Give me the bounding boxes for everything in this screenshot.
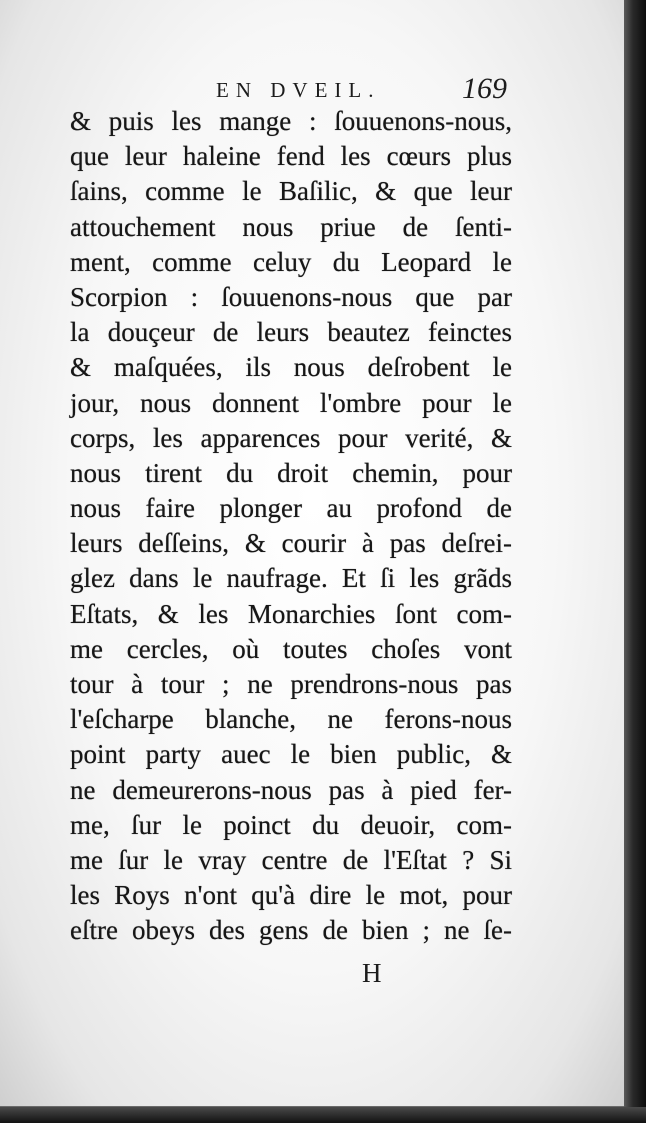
running-title: EN DVEIL. <box>216 78 381 102</box>
text-line: nous faire plonger au profond de <box>70 493 512 524</box>
text-line: attouchement nous priue de ſenti- <box>70 211 512 242</box>
text-line: jour, nous donnent l'ombre pour le <box>70 387 512 418</box>
text-line: ſains, comme le Baſilic, & que leur <box>70 176 512 207</box>
text-line: nous tirent du droit chemin, pour <box>70 457 512 488</box>
text-line: leurs deſſeins, & courir à pas deſrei- <box>70 528 512 559</box>
text-line: & puis les mange : ſouuenons-nous, <box>70 106 512 136</box>
text-line: la douçeur de leurs beautez feinctes <box>70 317 512 348</box>
text-line: me ſur le vray centre de l'Eſtat ? Si <box>70 844 512 875</box>
text-line: ment, comme celuy du Leopard le <box>70 246 512 277</box>
text-line: Scorpion : ſouuenons-nous que par <box>70 281 512 312</box>
text-line: & maſquées, ils nous deſrobent le <box>70 352 512 383</box>
text-line: tour à tour ; ne prendrons-nous pas <box>70 669 512 699</box>
body-text <box>70 104 512 949</box>
text-line: l'eſcharpe blanche, ne ferons-nous <box>70 704 512 735</box>
text-line: que leur haleine fend les cœurs plus <box>70 141 512 172</box>
text-line: ne demeurerons-nous pas à pied fer- <box>70 774 512 805</box>
text-line: point party auec le bien public, & <box>70 739 512 770</box>
text-line: eſtre obeys des gens de bien ; ne ſe- <box>70 915 512 946</box>
page-bottom-shadow <box>0 1107 646 1123</box>
text-line: glez dans le naufrage. Et ſi les grãds <box>70 563 512 594</box>
text-line: me, ſur le poinct du deuoir, com- <box>70 809 512 840</box>
text-line: Eſtats, & les Monarchies ſont com- <box>70 598 512 629</box>
page-edge-shadow <box>624 0 646 1123</box>
text-line: corps, les apparences pour verité, & <box>70 422 512 453</box>
text-line: me cercles, où toutes choſes vont <box>70 633 512 664</box>
page-number: 169 <box>462 72 507 105</box>
text-line: les Roys n'ont qu'à dire le mot, pour <box>70 880 512 911</box>
signature-mark: H <box>362 958 382 988</box>
